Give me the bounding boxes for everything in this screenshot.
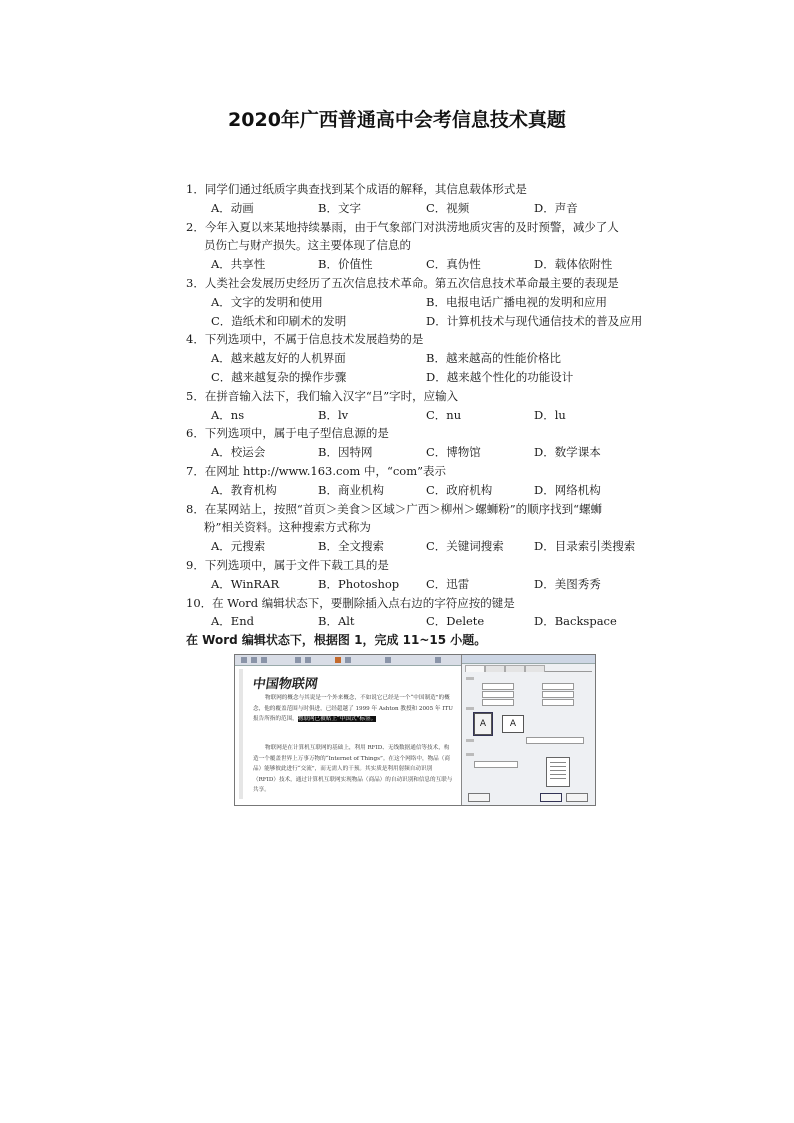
answer-option: A．End xyxy=(211,614,254,629)
option-row xyxy=(186,537,646,556)
tab-layout[interactable] xyxy=(505,665,525,672)
answer-option: D．声音 xyxy=(534,200,578,215)
answer-option: A．文字的发明和使用 xyxy=(211,294,323,309)
toolbar-button xyxy=(435,657,441,663)
answer-option: A．教育机构 xyxy=(211,482,277,497)
section-heading: 在 Word 编辑状态下，根据图 1，完成 11~15 小题。 xyxy=(186,633,487,647)
dialog-title-bar xyxy=(462,655,595,664)
gutter-position-field[interactable] xyxy=(542,699,574,706)
question-stem: 3．人类社会发展历史经历了五次信息技术革命。第五次信息技术革命最主要的表现是 xyxy=(186,275,619,290)
answer-option: D．Backspace xyxy=(534,614,617,629)
answer-option: C．迅雷 xyxy=(426,576,470,591)
answer-option: D．计算机技术与现代通信技术的普及应用 xyxy=(426,313,643,328)
answer-option: C．关键词搜索 xyxy=(426,539,504,554)
question-stem: 7．在网址 http://www.163.com 中，“com”表示 xyxy=(186,463,446,478)
question-stem: 2．今年入夏以来某地持续暴雨，由于气象部门对洪涝地质灾害的及时预警，减少了人 xyxy=(186,219,619,234)
question-list xyxy=(186,180,646,631)
toolbar-button xyxy=(295,657,301,663)
apply-to-select[interactable] xyxy=(474,761,518,768)
right-margin-field[interactable] xyxy=(542,691,574,698)
default-button[interactable] xyxy=(468,793,490,802)
question-stem: 员伤亡与财产损失。这主要体现了信息的 xyxy=(204,238,411,253)
answer-option: B．文字 xyxy=(318,200,361,215)
word-toolbar xyxy=(235,655,461,666)
preview-label xyxy=(466,753,474,756)
question-stem: 粉”相关资料。这种搜索方式称为 xyxy=(204,520,371,535)
option-row xyxy=(186,312,646,331)
question-stem: 9．下列选项中，属于文件下载工具的是 xyxy=(186,557,389,572)
doc-paragraph-1-text: 物联网的概念与其说是一个外来概念，不如说它已经是一个“中国制造”的概念，他的覆盖范围与时俱进，已经超越了 1999 年 Ashton 教授和 2005 年 ITU 报告所指的范围， xyxy=(253,695,453,722)
toolbar-button xyxy=(251,657,257,663)
answer-option: A．WinRAR xyxy=(211,576,280,591)
landscape-orientation-button[interactable]: A xyxy=(502,715,524,733)
dialog-tabs xyxy=(465,665,592,672)
answer-option: B．Alt xyxy=(318,614,355,629)
doc-paragraph-2: 物联网是在计算机互联网的基础上，利用 RFID、无线数据通信等技术，构造一个覆盖世界上万事万物的“Internet of Things”。在这个网络中，物品（商品）能够彼此进行“交流”，而无需人的干预。其实质是利用射频自动识别（RFID）技术，通过计算机互联网实现物品（商品）的自动识别和信息的互联与共享。 xyxy=(253,745,453,793)
answer-option: A．ns xyxy=(211,407,245,422)
preview-line xyxy=(550,778,566,779)
answer-option: B．价值性 xyxy=(318,257,373,272)
page-setup-dialog xyxy=(462,655,595,805)
answer-option: D．载体依附性 xyxy=(534,257,613,272)
answer-option: B．全文搜索 xyxy=(318,539,384,554)
tab-document-grid[interactable] xyxy=(525,665,545,672)
option-row xyxy=(186,612,646,631)
option-row xyxy=(186,368,646,387)
toolbar-button xyxy=(345,657,351,663)
option-row xyxy=(186,443,646,462)
question-stem: 8．在某网站上，按照“首页＞美食＞区域＞广西＞柳州＞螺蛳粉”的顺序找到“螺蛳 xyxy=(186,501,602,516)
toolbar-button xyxy=(385,657,391,663)
doc-highlighted-text: 物联网已被贴上“中国式”标签。 xyxy=(297,716,377,722)
top-margin-field[interactable] xyxy=(482,683,514,690)
answer-option: D．美图秀秀 xyxy=(534,576,601,591)
option-row xyxy=(186,255,646,274)
preview-line xyxy=(550,774,566,775)
orientation-label xyxy=(466,707,474,710)
answer-option: B．因特网 xyxy=(318,445,373,460)
answer-option: C．nu xyxy=(426,407,462,422)
answer-option: D．目录索引类搜索 xyxy=(534,539,636,554)
doc-heading: 中国物联网 xyxy=(251,677,319,692)
question-stem: 10．在 Word 编辑状态下，要删除插入点右边的字符应按的键是 xyxy=(186,595,515,610)
answer-option: D．网络机构 xyxy=(534,482,601,497)
answer-option: B．Photoshop xyxy=(318,576,400,591)
toolbar-button xyxy=(241,657,247,663)
option-row xyxy=(186,406,646,425)
answer-option: C．视频 xyxy=(426,200,470,215)
answer-option: B．商业机构 xyxy=(318,482,384,497)
question-stem: 5．在拼音输入法下，我们输入汉字“吕”字时，应输入 xyxy=(186,388,459,403)
ok-button[interactable] xyxy=(540,793,562,802)
doc-paragraph-1 xyxy=(253,693,453,725)
gutter-field[interactable] xyxy=(482,699,514,706)
figure-word-screenshot xyxy=(234,654,596,806)
option-row xyxy=(186,293,646,312)
question-stem: 1．同学们通过纸质字典查找到某个成语的解释，其信息载体形式是 xyxy=(186,182,527,196)
margins-label xyxy=(466,677,474,680)
toolbar-button xyxy=(261,657,267,663)
answer-option: A．元搜索 xyxy=(211,539,266,554)
toolbar-button xyxy=(305,657,311,663)
answer-option: C．政府机构 xyxy=(426,482,493,497)
bottom-margin-field[interactable] xyxy=(542,683,574,690)
tab-paper[interactable] xyxy=(485,665,505,672)
vertical-ruler xyxy=(239,669,243,799)
tab-margins[interactable] xyxy=(465,665,485,672)
pages-label xyxy=(466,739,474,742)
answer-option: B．越来越高的性能价格比 xyxy=(426,351,561,366)
option-row xyxy=(186,199,646,218)
answer-option: C．Delete xyxy=(426,614,485,629)
question-stem: 6．下列选项中，属于电子型信息源的是 xyxy=(186,426,389,441)
page-title: 2020年广西普通高中会考信息技术真题 xyxy=(228,109,566,131)
preview-line xyxy=(550,762,566,763)
word-document-pane xyxy=(235,655,462,805)
answer-option: C．真伪性 xyxy=(426,257,481,272)
answer-option: A．越来越友好的人机界面 xyxy=(211,351,346,366)
preview-line xyxy=(550,766,566,767)
multiple-pages-select[interactable] xyxy=(526,737,584,744)
answer-option: A．动画 xyxy=(211,200,254,215)
option-row xyxy=(186,481,646,500)
portrait-orientation-button[interactable]: A xyxy=(474,713,492,735)
answer-option: C．博物馆 xyxy=(426,445,481,460)
answer-option: C．造纸术和印刷术的发明 xyxy=(211,313,347,328)
answer-option: D．lu xyxy=(534,407,566,422)
preview-line xyxy=(550,770,566,771)
answer-option: A．共享性 xyxy=(211,257,266,272)
answer-option: D．数学课本 xyxy=(534,445,601,460)
answer-option: C．越来越复杂的操作步骤 xyxy=(211,369,347,384)
option-row xyxy=(186,575,646,594)
cancel-button[interactable] xyxy=(566,793,588,802)
answer-option: A．校运会 xyxy=(211,445,266,460)
toolbar-button xyxy=(335,657,341,663)
answer-option: B．lv xyxy=(318,407,349,422)
answer-option: D．越来越个性化的功能设计 xyxy=(426,369,574,384)
page-preview xyxy=(546,757,570,787)
question-stem: 4．下列选项中，不属于信息技术发展趋势的是 xyxy=(186,332,424,347)
option-row xyxy=(186,349,646,368)
answer-option: B．电报电话广播电视的发明和应用 xyxy=(426,294,607,309)
left-margin-field[interactable] xyxy=(482,691,514,698)
